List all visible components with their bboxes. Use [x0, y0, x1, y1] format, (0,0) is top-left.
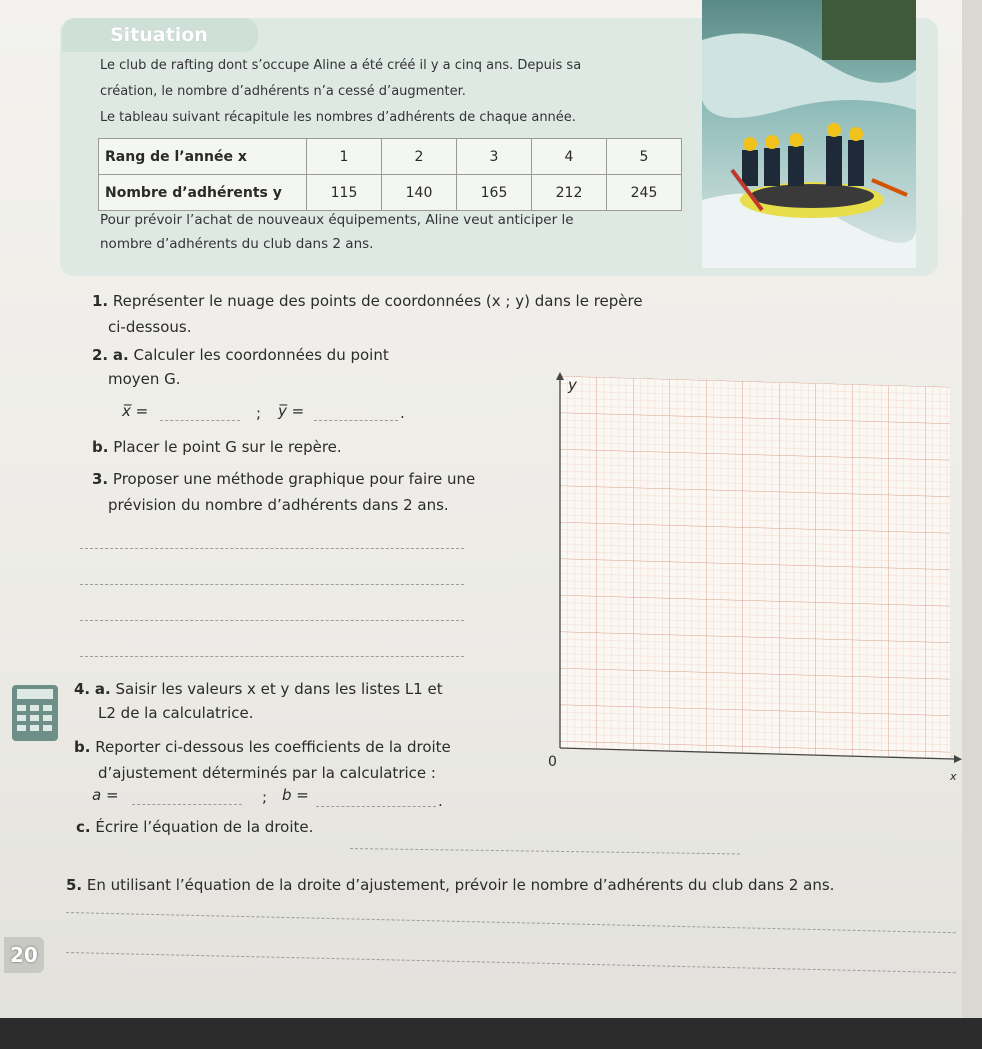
ybar-separator: ;	[256, 404, 262, 422]
question-text: Calculer les coordonnées du point	[133, 346, 389, 364]
answer-line[interactable]	[80, 584, 464, 585]
question-4a-cont: L2 de la calculatrice.	[98, 704, 254, 722]
b-coefficient-label: b =	[282, 786, 309, 804]
answer-line[interactable]	[80, 548, 464, 549]
question-letter: a.	[112, 346, 129, 364]
y-axis-label: y	[568, 376, 577, 394]
x-axis-arrow	[954, 755, 962, 763]
x-axis-label: x	[950, 770, 957, 783]
table-cell: 140	[382, 175, 457, 211]
table-cell: 212	[532, 175, 607, 211]
question-letter: b.	[74, 738, 91, 756]
situation-line-2: création, le nombre d’adhérents n’a cessé d’augmenter.	[100, 84, 466, 99]
question-text: Saisir les valeurs x et y dans les listes L1 et	[115, 680, 443, 698]
question-number: 4.	[74, 680, 91, 698]
b-separator: ;	[262, 788, 268, 806]
table-cell: 5	[607, 139, 682, 175]
coordinate-grid[interactable]	[528, 372, 964, 783]
ybar-answer-line[interactable]	[314, 420, 398, 421]
question-1	[92, 292, 643, 310]
question-text: Écrire l’équation de la droite.	[95, 818, 314, 836]
end-dot: .	[438, 792, 443, 810]
question-number: 3.	[92, 470, 109, 488]
question-2a-cont: moyen G.	[108, 370, 181, 388]
xbar-label: x̅ =	[122, 402, 149, 420]
situation-line-1: Le club de rafting dont s’occupe Aline a été créé il y a cinq ans. Depuis sa	[100, 58, 582, 73]
question-text: Reporter ci-dessous les coefficients de la droite	[95, 738, 451, 756]
question-number: 2.	[92, 346, 109, 364]
table-row-members	[99, 175, 682, 211]
question-text: Représenter le nuage des points de coordonnées (x ; y) dans le repère	[112, 292, 643, 310]
question-letter: a.	[94, 680, 111, 698]
question-3	[92, 470, 475, 488]
question-4b	[74, 738, 451, 756]
end-dot: .	[400, 404, 405, 422]
question-5	[66, 876, 834, 894]
answer-line[interactable]	[66, 912, 956, 933]
question-3-cont: prévision du nombre d’adhérents dans 2 ans.	[108, 496, 449, 514]
ybar-label: y̅ =	[278, 402, 305, 420]
table-cell: 115	[307, 175, 382, 211]
question-4c	[76, 818, 313, 836]
question-1-cont: ci-dessous.	[108, 318, 192, 336]
answer-line[interactable]	[66, 952, 956, 973]
data-table	[98, 138, 682, 211]
origin-label: 0	[548, 754, 557, 770]
answer-line[interactable]	[350, 848, 740, 854]
question-text: Proposer une méthode graphique pour faire une	[112, 470, 476, 488]
question-2b	[92, 438, 342, 456]
page-shadow	[0, 1018, 982, 1049]
table-cell: 3	[457, 139, 532, 175]
page-number-text: 20	[4, 937, 44, 973]
question-text: Placer le point G sur le repère.	[113, 438, 342, 456]
question-letter: b.	[92, 438, 109, 456]
a-coefficient-label: a =	[92, 786, 119, 804]
question-text: En utilisant l’équation de la droite d’ajustement, prévoir le nombre d’adhérents du club dans 2 ans.	[86, 876, 835, 894]
page-edge	[962, 0, 982, 1020]
table-cell: 245	[607, 175, 682, 211]
question-2a	[92, 346, 389, 364]
page-number	[0, 937, 48, 977]
situation-line-5: nombre d’adhérents du club dans 2 ans.	[100, 236, 374, 252]
table-cell: 1	[307, 139, 382, 175]
xbar-answer-line[interactable]	[160, 420, 240, 421]
table-row-rank	[99, 139, 682, 175]
table-cell: 2	[382, 139, 457, 175]
rafting-photo	[702, 0, 916, 268]
table-cell: 165	[457, 175, 532, 211]
b-answer-line[interactable]	[316, 806, 436, 807]
calculator-icon	[12, 685, 58, 741]
question-number: 5.	[66, 876, 83, 894]
table-cell: 4	[532, 139, 607, 175]
situation-title: Situation	[62, 18, 258, 52]
question-4a	[74, 680, 443, 698]
a-answer-line[interactable]	[132, 804, 242, 805]
answer-line[interactable]	[80, 620, 464, 621]
answer-line[interactable]	[80, 656, 464, 657]
question-number: 1.	[92, 292, 109, 310]
question-4b-cont: d’ajustement déterminés par la calculatrice :	[98, 764, 436, 782]
situation-line-4: Pour prévoir l’achat de nouveaux équipements, Aline veut anticiper le	[100, 212, 574, 228]
question-letter: c.	[76, 818, 91, 836]
situation-line-3: Le tableau suivant récapitule les nombres d’adhérents de chaque année.	[100, 110, 576, 125]
y-axis-arrow	[556, 372, 564, 380]
table-header-rank: Rang de l’année x	[99, 139, 307, 175]
table-header-members: Nombre d’adhérents y	[99, 175, 307, 211]
